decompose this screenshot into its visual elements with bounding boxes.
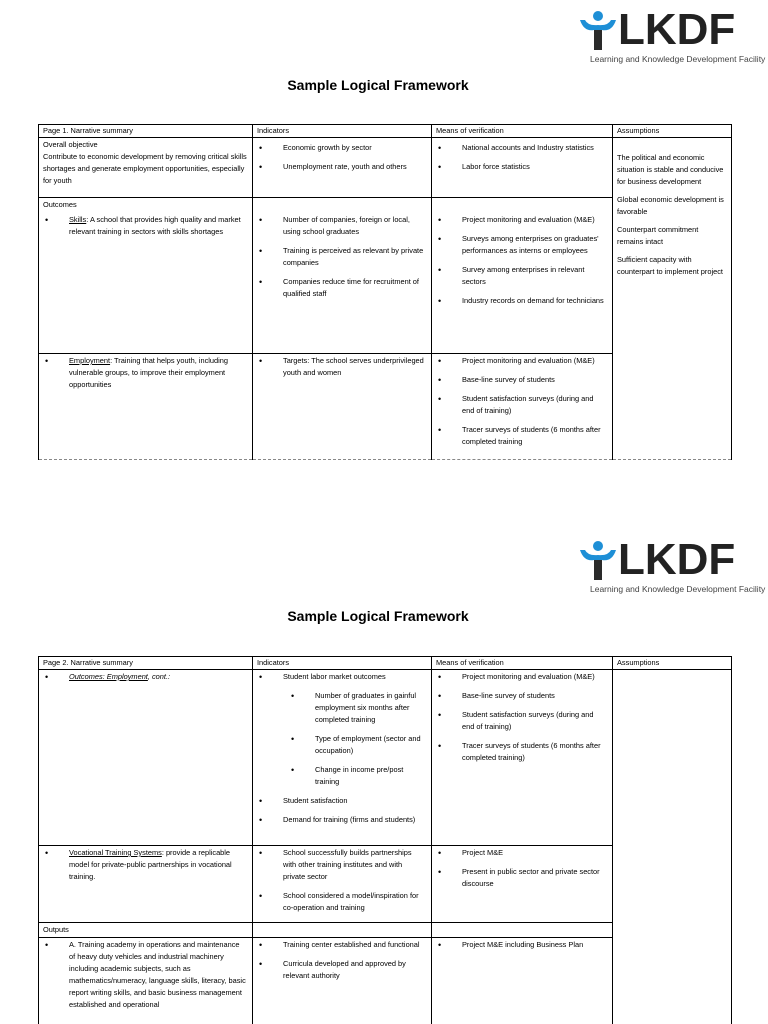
list-item: • National accounts and Industry statistics bbox=[436, 142, 607, 154]
list-item: • Student satisfaction bbox=[257, 795, 426, 807]
skills-text: : A school that provides high quality and market relevant training in sectors with skills shortages bbox=[69, 215, 241, 236]
narrative-text: Contribute to economic development by removing critical skills shortages and generate employment opportunities, especially for youth bbox=[43, 152, 247, 185]
list-item bbox=[43, 355, 247, 391]
list-item: • Project monitoring and evaluation (M&E) bbox=[436, 214, 607, 226]
means-cell bbox=[432, 670, 613, 846]
list-item: • Targets: The school serves underprivileged youth and women bbox=[257, 355, 426, 379]
header-narrative: Page 1. Narrative summary bbox=[39, 125, 253, 138]
sub-list-item: • Type of employment (sector and occupation) bbox=[257, 733, 426, 757]
list-item: • Project monitoring and evaluation (M&E) bbox=[436, 671, 607, 683]
lkdf-logo bbox=[578, 535, 766, 594]
list-item: • Base-line survey of students bbox=[436, 690, 607, 702]
header-means: Means of verification bbox=[432, 657, 613, 670]
document-page-2 bbox=[0, 530, 768, 1024]
list-item: • Project M&E including Business Plan bbox=[436, 939, 607, 951]
list-item bbox=[43, 671, 247, 683]
list-item: • Training is perceived as relevant by private companies bbox=[257, 245, 426, 269]
figure-logo-icon bbox=[578, 540, 618, 582]
section-label: Outcomes bbox=[43, 200, 77, 209]
list-item: • A. Training academy in operations and maintenance of heavy duty vehicles and industrial machinery including academic subjects, such as mathematics/numeracy, language skills, literacy, basic report writing skills, and basic business management established and operational bbox=[43, 939, 247, 1011]
empty-cell bbox=[253, 923, 432, 938]
list-item: • Present in public sector and private sector discourse bbox=[436, 866, 607, 890]
list-item: • Companies reduce time for recruitment of qualified staff bbox=[257, 276, 426, 300]
indicators-cell bbox=[253, 846, 432, 923]
list-item bbox=[43, 214, 247, 238]
section-label: Overall objective bbox=[43, 140, 98, 149]
list-item: • Tracer surveys of students (6 months after completed training) bbox=[436, 740, 607, 764]
list-item: • Base-line survey of students bbox=[436, 374, 607, 386]
cont-term: Outcomes: Employment bbox=[69, 672, 148, 681]
narrative-cell bbox=[39, 138, 253, 198]
means-cell bbox=[432, 938, 613, 1024]
table-header-row bbox=[39, 125, 732, 138]
means-cell bbox=[432, 198, 613, 354]
empty-cell bbox=[432, 923, 613, 938]
figure-logo-icon bbox=[578, 10, 618, 52]
header-assumptions: Assumptions bbox=[613, 657, 732, 670]
table-row-overall bbox=[39, 138, 732, 198]
employment-text: : Training that helps youth, including vulnerable groups, to improve their employment opportunities bbox=[69, 356, 228, 389]
list-item: • Industry records on demand for technicians bbox=[436, 295, 607, 307]
sub-list-item: • Number of graduates in gainful employment six months after completed training bbox=[257, 690, 426, 726]
employment-term: Employment bbox=[69, 356, 111, 365]
list-item: • Labor force statistics bbox=[436, 161, 607, 173]
header-means: Means of verification bbox=[432, 125, 613, 138]
section-label: Outputs bbox=[39, 923, 253, 938]
header-assumptions: Assumptions bbox=[613, 125, 732, 138]
logo-subtitle: Learning and Knowledge Development Facility bbox=[590, 584, 766, 594]
list-item: • Surveys among enterprises on graduates' performances as interns or employees bbox=[436, 233, 607, 257]
narrative-cell bbox=[39, 670, 253, 846]
list-item bbox=[43, 847, 247, 883]
logframe-table-page-2 bbox=[38, 656, 732, 1024]
indicators-cell bbox=[253, 354, 432, 460]
indicators-cell bbox=[253, 198, 432, 354]
list-item: • Student satisfaction surveys (during and end of training) bbox=[436, 709, 607, 733]
page-title: Sample Logical Framework bbox=[287, 77, 469, 93]
indicators-cell bbox=[253, 138, 432, 198]
list-item: • School successfully builds partnerships with other training institutes and with private sector bbox=[257, 847, 426, 883]
table-row-employment-cont bbox=[39, 670, 732, 846]
narrative-cell bbox=[39, 938, 253, 1024]
means-cell bbox=[432, 354, 613, 460]
indicators-cell bbox=[253, 938, 432, 1024]
list-item: • Student satisfaction surveys (during and end of training) bbox=[436, 393, 607, 417]
logframe-table-page-1 bbox=[38, 124, 732, 460]
skills-term: Skills bbox=[69, 215, 87, 224]
assumption-item: Global economic development is favorable bbox=[617, 195, 724, 216]
list-item: • Project monitoring and evaluation (M&E) bbox=[436, 355, 607, 367]
assumption-item: Counterpart commitment remains intact bbox=[617, 225, 699, 246]
header-narrative: Page 2. Narrative summary bbox=[39, 657, 253, 670]
list-item: • Demand for training (firms and students) bbox=[257, 814, 426, 826]
means-cell bbox=[432, 138, 613, 198]
assumption-item: Sufficient capacity with counterpart to implement project bbox=[617, 255, 723, 276]
indicators-cell bbox=[253, 670, 432, 846]
list-item: • Number of companies, foreign or local, using school graduates bbox=[257, 214, 426, 238]
list-item: • Curricula developed and approved by relevant authority bbox=[257, 958, 426, 982]
lkdf-logo bbox=[578, 5, 766, 64]
assumptions-cell bbox=[613, 670, 732, 1024]
vts-text: : provide a replicable model for private-public partnerships in vocational training. bbox=[69, 848, 232, 881]
document-page-1 bbox=[0, 0, 768, 470]
assumption-item: The political and economic situation is stable and conducive for business development bbox=[617, 153, 724, 186]
narrative-cell bbox=[39, 846, 253, 923]
cont-text: , cont.: bbox=[147, 672, 171, 681]
table-header-row bbox=[39, 657, 732, 670]
list-item: • Training center established and functional bbox=[257, 939, 426, 951]
header-indicators: Indicators bbox=[253, 125, 432, 138]
logo-wordmark: LKDF bbox=[618, 535, 736, 584]
assumptions-cell bbox=[613, 138, 732, 460]
narrative-cell bbox=[39, 354, 253, 460]
list-item: • School considered a model/inspiration for co-operation and training bbox=[257, 890, 426, 914]
means-cell bbox=[432, 846, 613, 923]
logo-subtitle: Learning and Knowledge Development Facility bbox=[590, 54, 766, 64]
list-item: • Project M&E bbox=[436, 847, 607, 859]
sub-list-item: • Change in income pre/post training bbox=[257, 764, 426, 788]
list-item: • Economic growth by sector bbox=[257, 142, 426, 154]
list-item: • Tracer surveys of students (6 months after completed training bbox=[436, 424, 607, 448]
logo-wordmark: LKDF bbox=[618, 5, 736, 54]
list-item: • Student labor market outcomes bbox=[257, 671, 426, 683]
list-item: • Survey among enterprises in relevant sectors bbox=[436, 264, 607, 288]
header-indicators: Indicators bbox=[253, 657, 432, 670]
page-title: Sample Logical Framework bbox=[287, 608, 469, 624]
narrative-cell bbox=[39, 198, 253, 354]
list-item: • Unemployment rate, youth and others bbox=[257, 161, 426, 173]
vts-term: Vocational Training Systems bbox=[69, 848, 162, 857]
